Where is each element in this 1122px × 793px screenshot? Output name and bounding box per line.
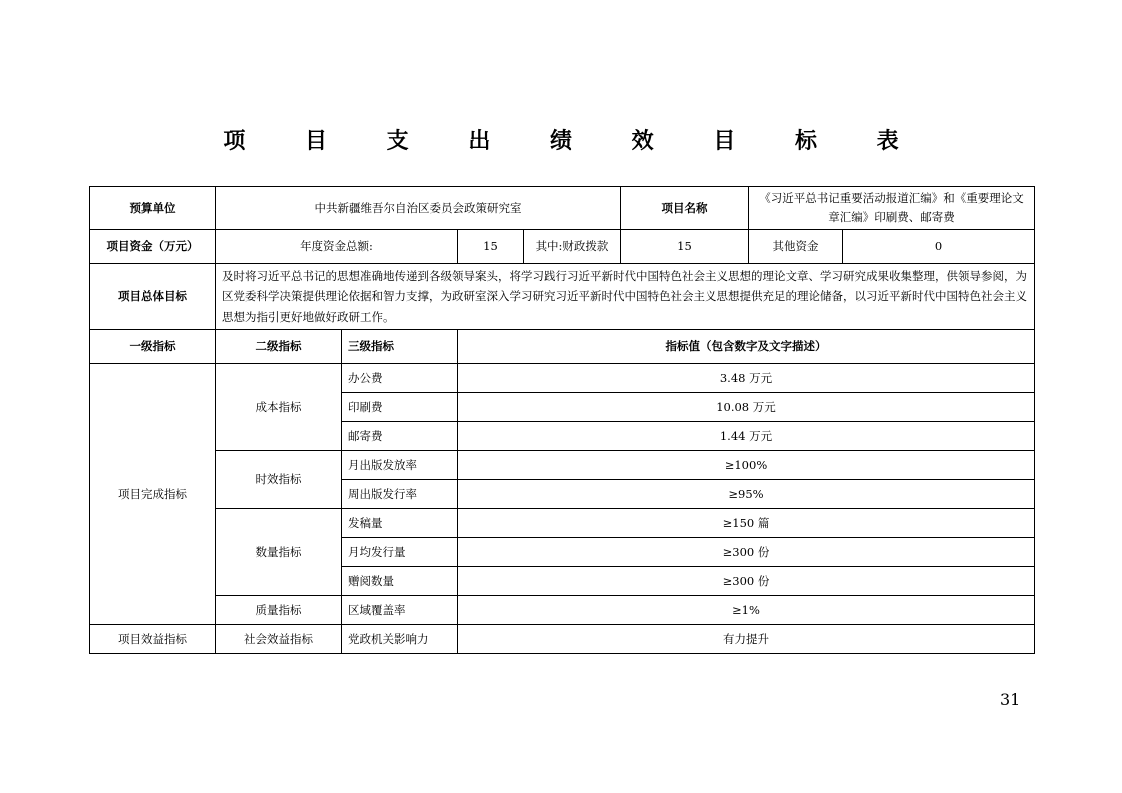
indicator-value: ≥95% — [458, 480, 1035, 509]
table-row — [90, 509, 1035, 538]
table-row — [90, 364, 1035, 393]
table-row — [90, 451, 1035, 480]
indicator-value: ≥150 篇 — [458, 509, 1035, 538]
indicator-value: ≥300 份 — [458, 538, 1035, 567]
project-funds-label: 项目资金（万元） — [90, 230, 216, 264]
cost-indicator-label: 成本指标 — [216, 364, 342, 451]
budget-unit-value: 中共新疆维吾尔自治区委员会政策研究室 — [216, 187, 621, 230]
table-row — [90, 264, 1035, 330]
fiscal-allocation-label: 其中:财政拨款 — [524, 230, 621, 264]
indicator-name: 赠阅数量 — [342, 567, 458, 596]
completion-indicator-label: 项目完成指标 — [90, 364, 216, 625]
indicator-value: 10.08 万元 — [458, 393, 1035, 422]
indicator-name: 印刷费 — [342, 393, 458, 422]
indicator-value: 3.48 万元 — [458, 364, 1035, 393]
quality-indicator-label: 质量指标 — [216, 596, 342, 625]
benefit-indicator-label: 项目效益指标 — [90, 625, 216, 654]
indicator-name: 周出版发行率 — [342, 480, 458, 509]
indicator-value: ≥1% — [458, 596, 1035, 625]
indicator-value: ≥100% — [458, 451, 1035, 480]
column-level2: 二级指标 — [216, 330, 342, 364]
social-benefit-indicator-label: 社会效益指标 — [216, 625, 342, 654]
indicator-name: 邮寄费 — [342, 422, 458, 451]
fiscal-allocation-value: 15 — [621, 230, 749, 264]
indicator-value: 1.44 万元 — [458, 422, 1035, 451]
indicator-name: 月出版发放率 — [342, 451, 458, 480]
overall-goal-text: 及时将习近平总书记的思想准确地传递到各级领导案头，将学习践行习近平新时代中国特色社会主义思想的理论文章、学习研究成果收集整理，供领导参阅，为区党委科学决策提供理论依据和智力支撑，为政研室深入学习研究习近平新时代中国特色社会主义思想提供充足的理论储备，以习近平新时代中国特色社会主义思想为指引更好地做好政研工作。 — [216, 264, 1035, 330]
other-funds-value: 0 — [843, 230, 1035, 264]
other-funds-label: 其他资金 — [749, 230, 843, 264]
indicator-value: ≥300 份 — [458, 567, 1035, 596]
column-indicator-value: 指标值（包含数字及文字描述） — [458, 330, 1035, 364]
quantity-indicator-label: 数量指标 — [216, 509, 342, 596]
annual-total-label: 年度资金总额: — [216, 230, 458, 264]
project-name-label: 项目名称 — [621, 187, 749, 230]
overall-goal-label: 项目总体目标 — [90, 264, 216, 330]
indicator-name: 发稿量 — [342, 509, 458, 538]
budget-unit-label: 预算单位 — [90, 187, 216, 230]
annual-total-value: 15 — [458, 230, 524, 264]
indicator-name: 月均发行量 — [342, 538, 458, 567]
table-header-row — [90, 330, 1035, 364]
indicator-name: 党政机关影响力 — [342, 625, 458, 654]
indicator-name: 区域覆盖率 — [342, 596, 458, 625]
indicator-value: 有力提升 — [458, 625, 1035, 654]
indicator-name: 办公费 — [342, 364, 458, 393]
table-row — [90, 230, 1035, 264]
page-number: 31 — [1000, 690, 1021, 709]
page-title: 项 目 支 出 绩 效 目 标 表 — [223, 129, 925, 154]
table-row — [90, 625, 1035, 654]
column-level3: 三级指标 — [342, 330, 458, 364]
column-level1: 一级指标 — [90, 330, 216, 364]
performance-target-table — [89, 186, 1035, 654]
project-name-value: 《习近平总书记重要活动报道汇编》和《重要理论文章汇编》印刷费、邮寄费 — [749, 187, 1035, 230]
timeliness-indicator-label: 时效指标 — [216, 451, 342, 509]
table-row — [90, 596, 1035, 625]
table-row — [90, 187, 1035, 230]
